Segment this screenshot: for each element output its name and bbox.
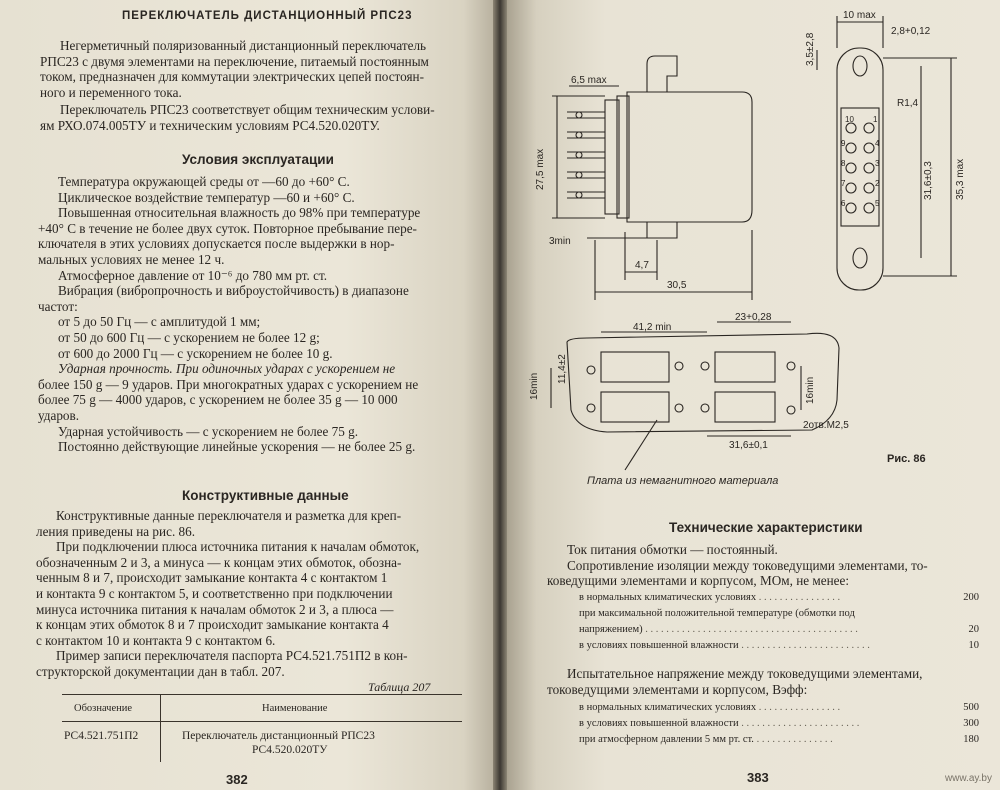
dim-label: R1,4 [897,98,919,109]
table-cell-name-tu: РС4.520.020ТУ [252,744,328,756]
text-line: коведущими элементами и корпусом, МОм, не менее: [547,573,850,589]
pin-number: 6 [841,199,846,208]
text-line: Переключатель РПС23 соответствует общим техническим услови- [60,102,435,117]
dim-label: 41,2 min [633,322,672,333]
mount-hole-top [853,56,867,76]
pins-front [846,123,874,213]
spec-item: в нормальных климатических условиях . . . . . . . . . . . . . . . . 200 [579,592,979,603]
pin-number: 10 [845,115,854,124]
cutout [715,352,775,382]
text-line: Испытательное напряжение между токоведущими элементами, [567,666,923,681]
spec-label: напряжением) [579,624,643,635]
spec-value: 300 [963,718,979,729]
dim-label: 35,3 max [955,158,966,200]
text-line: Ударная прочность. При одиночных ударах с ускорением не [58,361,396,377]
text-line: более 150 g — 9 ударов. При многократных ударах с ускорением не [38,376,419,392]
design-block [36,508,476,680]
table-divider [160,695,161,721]
spec-item: напряжением) . . . . . . . . . . . . . . . . . . . . . . . . . . . . . . . . . . . . . . . . . 20 [579,624,979,635]
text-line: Ток питания обмотки — постоянный. [567,542,778,557]
watermark: www.ay.by [944,773,992,784]
text-line: Конструктивные данные переключателя и разметка для креп- [56,508,402,523]
pin-number: 5 [875,199,880,208]
mount-holes [587,362,795,414]
plate-label: Плата из немагнитного материала [587,475,779,487]
spec-item: в нормальных климатических условиях . . . . . . . . . . . . . . . . 500 [579,702,979,713]
mounting-plate [567,333,839,432]
spec-item: при атмосферном давлении 5 мм рт. ст. . . . . . . . . . . . . . . . 180 [579,734,979,745]
heading-design: Конструктивные данные [182,488,349,503]
pin-number: 2 [875,179,880,188]
text-line: более 75 g — 4000 ударов, с ускорением не более 35 g — 10 000 [38,392,398,408]
text-line: от 5 до 50 Гц — с амплитудой 1 мм; [58,314,261,330]
text-line: частот: [38,298,78,314]
spec-item [579,608,979,619]
pin-number: 4 [875,139,880,148]
dim-label: 16min [805,376,816,404]
text-line: мальных условиях не менее 12 ч. [38,251,225,267]
spec-item: в условиях повышенной влажности . . . . . . . . . . . . . . . . . . . . . . . . . 10 [579,640,979,651]
pin-number: 9 [841,139,846,148]
spec-label: в условиях повышенной влажности [579,718,739,729]
book-gutter [493,0,507,790]
text-line: Пример записи переключателя паспорта РС4.521.751П2 в кон- [56,648,408,664]
dim-label: 30,5 [667,280,687,291]
spec-label: в нормальных климатических условиях [579,702,757,713]
text-line: Негерметичный поляризованный дистанционный переключатель [60,38,427,53]
leader-line [625,420,657,470]
pin-number: 3 [875,159,880,168]
text-line: ления приведены на рис. 86. [36,523,196,539]
spec-value: 200 [963,592,979,603]
dim-label: 31,6±0,1 [729,440,768,451]
page-number-right: 383 [747,770,769,785]
intro2-paragraph [40,102,480,133]
spec-value: 10 [968,640,979,651]
dim-label: 27,5 max [535,148,546,190]
table-207 [62,694,462,762]
table-header-name: Наименование [262,703,328,714]
table-caption: Таблица 207 [368,680,431,694]
text-line: ключателя в этих условиях допускается после выдержки в нор- [38,236,395,252]
dim-label: 3,5±2,8 [805,32,816,66]
text-line: ного и переменного тока. [40,84,182,100]
spec-label: при атмосферном давлении 5 мм рт. ст. [579,734,754,745]
dim-label: 2отв.М2,5 [803,420,849,431]
pin-number: 8 [841,159,846,168]
dim-label: 2,8+0,12 [891,26,931,37]
right-page [507,0,1000,790]
text-line: к концам этих обмоток 8 и 7 происходит замыкание контакта 4 [36,617,389,633]
dim-label: 6,5 max [571,75,607,86]
text-line: Постоянно действующие линейные ускорения — не более 25 g. [58,439,416,455]
text-line: Ударная устойчивость — с ускорением не более 75 g. [58,423,359,439]
text-line: Атмосферное давление от 10⁻⁶ до 780 мм рт. ст. [58,267,328,283]
text-line: +40° С в течение не более двух суток. Повторное пребывание пере- [38,220,417,236]
table-row [62,722,462,762]
text-line: РПС23 с двумя элементами на переключение, питаемый постоянным [40,53,429,69]
spec-item: в условиях повышенной влажности . . . . . . . . . . . . . . . . . . . . . . . 300 [579,718,979,729]
figure-label: Рис. 86 [887,453,926,465]
spec-value: 500 [963,702,979,713]
text-line: Повышенная относительная влажность до 98% при температуре [58,205,421,221]
text-line: током, предназначен для коммутации электрических цепей постоян- [40,69,424,85]
spec-label: при максимальной положительной температуре (обмотки под [579,608,855,619]
table-divider [160,722,161,762]
text-line: обозначенным 2 и 3, а минуса — к концам этих обмоток, обозна- [36,554,402,570]
dim-label: 31,6±0,3 [923,161,934,200]
table-cell-code: РС4.521.751П2 [64,730,139,742]
text-line: Сопротивление изоляции между токоведущими элементами, то- [567,557,928,573]
heading-specs: Технические характеристики [669,520,863,535]
relay-body-side [627,92,752,222]
heading-conditions: Условия эксплуатации [182,152,334,167]
specs-intro [547,542,987,589]
bracket-top [647,56,677,92]
table-cell-name: Переключатель дистанционный РПС23 [182,730,375,742]
spec-value: 20 [968,624,979,635]
table-header-code: Обозначение [74,703,133,714]
text-line: Вибрация (вибропрочность и виброустойчивость) в диапазоне [58,283,409,299]
dim-label: 11,4±2 [557,354,568,384]
figure-86 [507,0,1000,500]
text-line: токоведущими элементами и корпусом, Вэфф: [547,681,808,697]
spec-label: в нормальных климатических условиях [579,592,757,603]
dim-label: 4,7 [635,260,649,271]
left-page [0,0,493,790]
pin-number: 1 [873,115,878,124]
table-header-row [62,694,462,722]
text-line: ям РХО.074.005ТУ и техническим условиям РС4.520.020ТУ. [40,117,380,133]
text-line: от 600 до 2000 Гц — с ускорением не более 10 g. [58,345,333,361]
text-line: При подключении плюса источника питания к началам обмоток, [56,539,420,555]
cutout [601,352,669,382]
dim-label: 23+0,28 [735,312,772,323]
spec-label: в условиях повышенной влажности [579,640,739,651]
text-line: от 50 до 600 Гц — с ускорением не более 12 g; [58,329,320,345]
page-number-left: 382 [226,772,248,787]
cutout [601,392,669,422]
text-line: с контактом 10 и контакта 9 с контактом 6. [36,632,276,648]
text-line: Температура окружающей среды от —60 до +60° С. [58,174,350,189]
pin-number: 7 [841,179,846,188]
text-line: минуса источника питания к началам обмоток 2 и 3, а плюса — [36,601,394,617]
running-head: ПЕРЕКЛЮЧАТЕЛЬ ДИСТАНЦИОННЫЙ РПС23 [122,10,413,22]
dim-label: 10 max [843,10,876,21]
conditions-block [38,174,478,455]
text-line: структорской документации дан в табл. 207. [36,663,285,679]
intro-paragraph [40,38,480,100]
text-line: и контакта 9 с контактом 5, и соответственно при подключении [36,585,393,601]
text-line: ченным 8 и 7, происходит замыкание контакта 4 с контактом 1 [36,570,388,586]
bracket-bottom [647,222,677,238]
text-line: Циклическое воздействие температур —60 и +60° С. [58,189,355,205]
specs-intro2 [547,666,987,697]
text-line: ударов. [38,407,80,423]
pins-side [567,112,605,198]
cutout [715,392,775,422]
dim-label: 16min [529,372,540,400]
relay-body-front [837,48,883,290]
dim-label: 3min [549,236,571,247]
mount-hole-bottom [853,248,867,268]
spec-value: 180 [963,734,979,745]
